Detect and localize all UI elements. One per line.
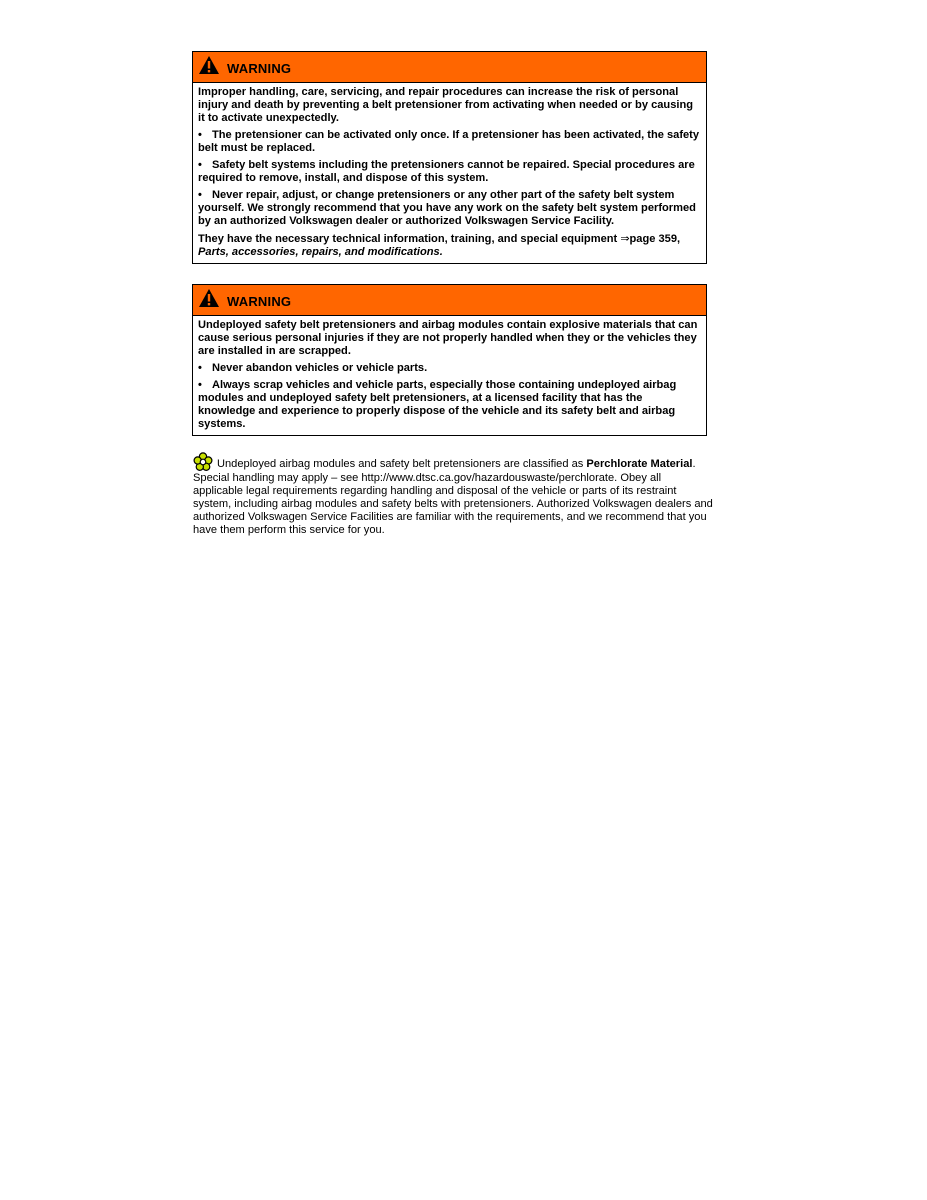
- bullet-icon: •: [198, 159, 202, 171]
- environment-note: [193, 452, 713, 537]
- warning-body: [193, 83, 706, 263]
- closing-text: They have the necessary technical information, training, and special equipment: [198, 233, 618, 245]
- environment-flower-icon: [193, 452, 213, 472]
- warning-bullet: [198, 159, 701, 185]
- bullet-text: Always scrap vehicles and vehicle parts, especially those containing undeployed airbag modules and undeployed safety belt pretensioners, at a licensed facility that has the knowledge and experience to properly dispose of the vehicle and its safety belt and airbag systems.: [198, 379, 677, 430]
- bullet-icon: •: [198, 379, 202, 391]
- bullet-text: The pretensioner can be activated only once. If a pretensioner has been activated, the safety belt must be replaced.: [198, 129, 700, 154]
- warning-intro: Undeployed safety belt pretensioners and airbag modules contain explosive materials that can cause serious personal injuries if they are not properly handled when they or the vehicles they are installed in are scrapped.: [198, 319, 698, 357]
- environment-note-bold-term: Perchlorate Material: [586, 458, 693, 470]
- warning-bullet: [198, 129, 701, 155]
- environment-note-text-after: . Special handling may apply – see http://www.dtsc.ca.gov/hazardouswaste/perchlorate. Obey all applicable legal requirements regarding handling and disposal of the vehicle or parts of its restraint system, including airbag modules and safety belts with pretensioners. Authorized Volkswagen dealers and authorized Volkswagen Service Facilities are familiar with the requirements, and we recommend that you have them perform this service for you.: [193, 458, 713, 536]
- warning-header: [193, 52, 706, 83]
- warning-bullet: [198, 189, 701, 228]
- warning-body: [193, 316, 706, 435]
- warning-triangle-icon: [198, 55, 220, 75]
- warning-header: [193, 285, 706, 316]
- warning-title: WARNING: [227, 293, 292, 309]
- environment-note-text-before: Undeployed airbag modules and safety belt pretensioners are classified as: [217, 458, 584, 470]
- warning-closing: [198, 232, 701, 259]
- warning-box-explosive-materials: [192, 284, 707, 436]
- warning-intro: Improper handling, care, servicing, and repair procedures can increase the risk of personal injury and death by preventing a belt pretensioner from activating when needed or by causing it to activate unexpectedly.: [198, 86, 693, 124]
- warning-title: WARNING: [227, 60, 292, 76]
- bullet-text: Never abandon vehicles or vehicle parts.: [212, 362, 428, 374]
- cross-reference-title-link[interactable]: Parts, accessories, repairs, and modifications.: [198, 246, 443, 258]
- warning-bullet: [198, 362, 701, 375]
- cross-reference-page-link[interactable]: page 359,: [629, 233, 681, 245]
- bullet-text: Never repair, adjust, or change pretensioners or any other part of the safety belt system yourself. We strongly recommend that you have any work on the safety belt system performed by an authorized Volkswagen dealer or authorized Volkswagen Service Facility.: [198, 189, 696, 227]
- cross-reference-arrow-icon: ⇒: [620, 232, 630, 245]
- warning-triangle-icon: [198, 288, 220, 308]
- bullet-icon: •: [198, 189, 202, 201]
- bullet-icon: •: [198, 129, 202, 141]
- warning-bullet: [198, 379, 701, 431]
- bullet-text: Safety belt systems including the pretensioners cannot be repaired. Special procedures are required to remove, install, and dispose of this system.: [198, 159, 695, 184]
- bullet-icon: •: [198, 362, 202, 374]
- warning-box-pretensioner-handling: [192, 51, 707, 264]
